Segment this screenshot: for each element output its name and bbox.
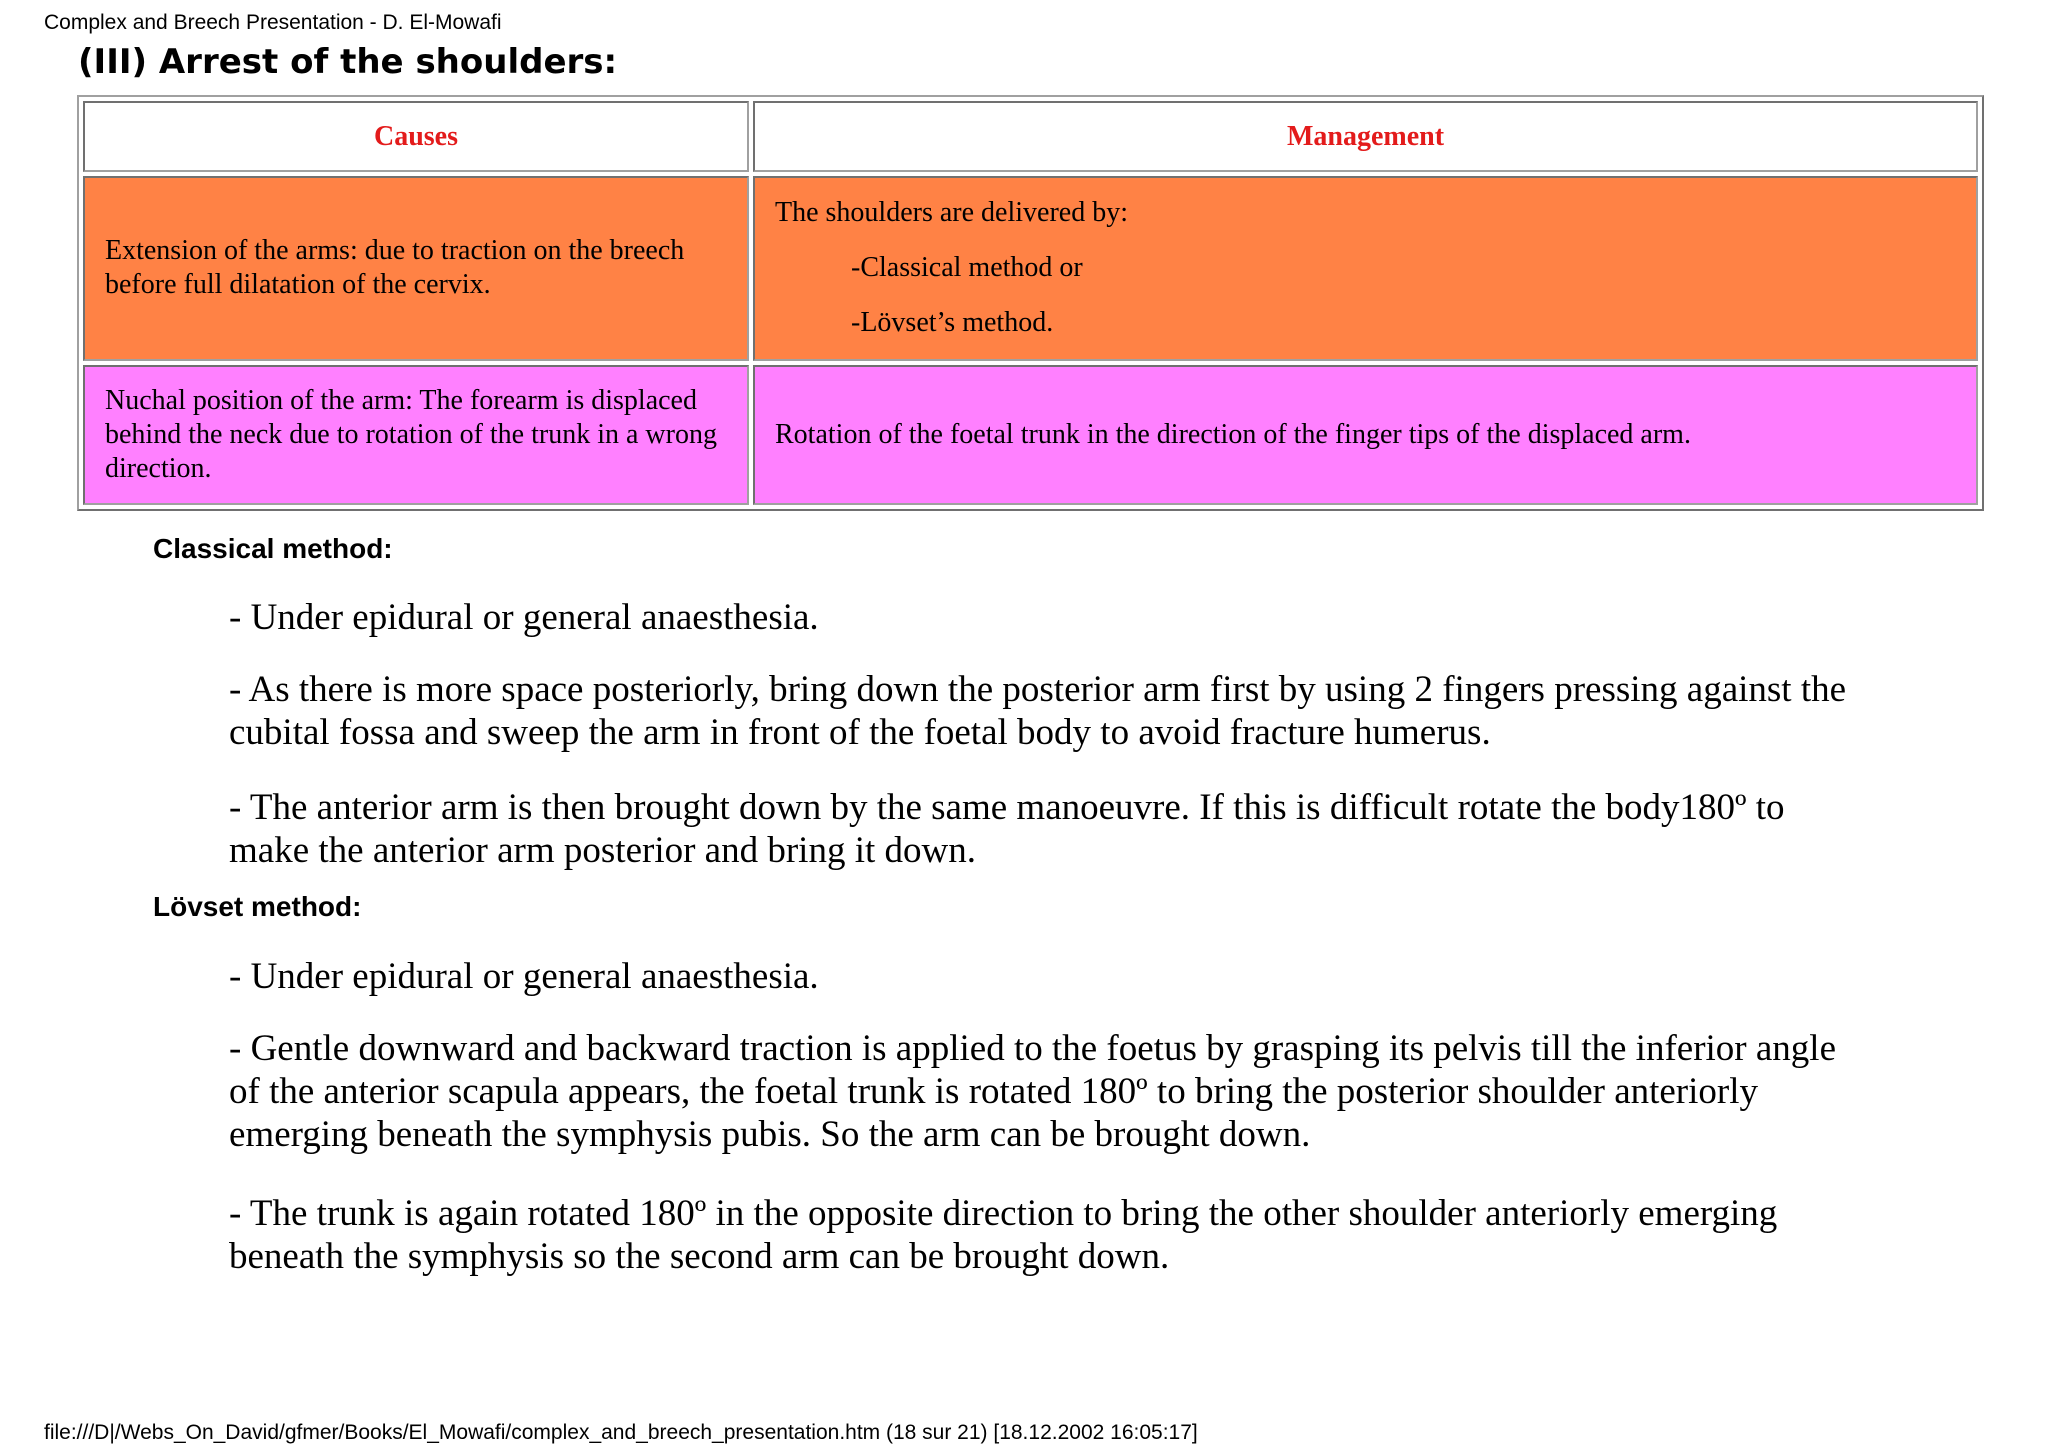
lovset-paragraph: - Under epidural or general anaesthesia. [229, 956, 819, 997]
lovset-method-heading: Lövset method: [153, 891, 362, 922]
classical-paragraph: - As there is more space posteriorly, bring down the posterior arm first by using 2 fingers pressing against the cubital fossa and sweep the arm in front of the foetal body to avoid fracture humerus. [229, 669, 1847, 753]
management-item: -Classical method or [851, 252, 1083, 284]
management-cell [753, 176, 1978, 361]
lovset-paragraph: - The trunk is again rotated 180º in the opposite direction to bring the other shoulder anteriorly emerging beneath the symphysis so the second arm can be brought down. [229, 1193, 1778, 1277]
management-text: Rotation of the foetal trunk in the direction of the finger tips of the displaced arm. [775, 418, 1691, 450]
table-row [83, 176, 1978, 361]
classical-paragraph: - Under epidural or general anaesthesia. [229, 597, 819, 638]
cause-text: Nuchal position of the arm: The forearm is displaced behind the neck due to rotation of the trunk in a wrong direction. [105, 384, 717, 484]
table-header-row [83, 101, 1978, 172]
running-header: Complex and Breech Presentation - D. El-Mowafi [44, 11, 502, 34]
cause-text: Extension of the arms: due to traction on the breech before full dilatation of the cervix. [105, 235, 685, 301]
section-title: (III) Arrest of the shoulders: [78, 42, 618, 82]
management-intro: The shoulders are delivered by: [775, 197, 1128, 229]
header-management: Management [753, 101, 1978, 172]
cause-cell [83, 365, 749, 505]
table-row [83, 365, 1978, 505]
classical-paragraph: - The anterior arm is then brought down by the same manoeuvre. If this is difficult rotate the body180º to make the anterior arm posterior and bring it down. [229, 787, 1785, 871]
lovset-paragraph: - Gentle downward and backward traction is applied to the foetus by grasping its pelvis till the inferior angle of the anterior scapula appears, the foetal trunk is rotated 180º to bring the posterior shoulder anteriorly emerging beneath the symphysis pubis. So the arm can be brought down. [229, 1028, 1837, 1155]
management-cell [753, 365, 1978, 505]
table-grid [79, 97, 1982, 509]
management-item: -Lövset’s method. [851, 307, 1054, 339]
classical-method-heading: Classical method: [153, 533, 393, 564]
file-path-footer: file:///D|/Webs_On_David/gfmer/Books/El_Mowafi/complex_and_breech_presentation.htm (18 sur 21) [18.12.2002 16:05:17] [44, 1421, 1198, 1444]
cause-cell [83, 176, 749, 361]
header-causes: Causes [83, 101, 749, 172]
causes-management-table [77, 95, 1984, 511]
